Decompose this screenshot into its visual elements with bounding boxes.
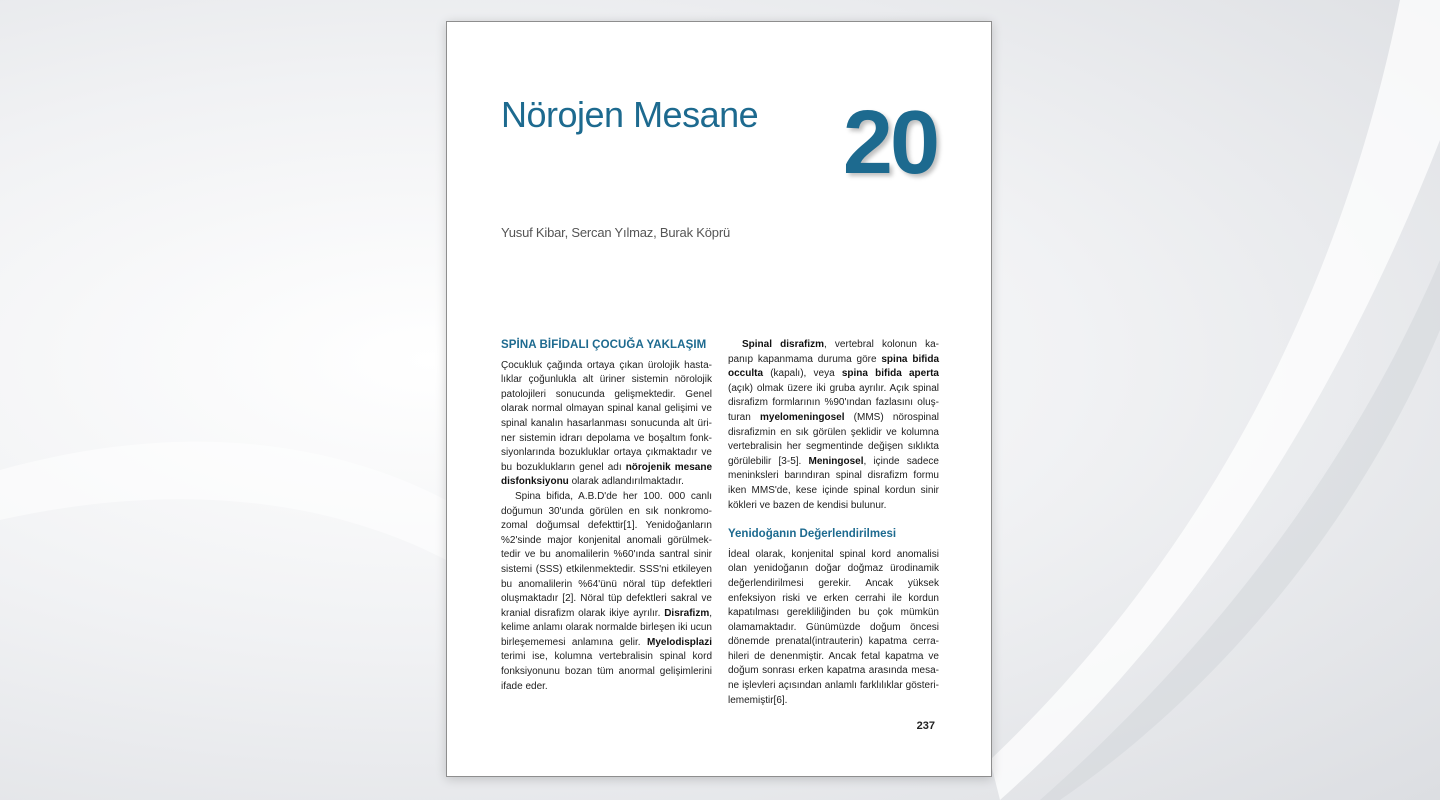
page-number: 237: [916, 720, 935, 732]
left-column: [501, 338, 712, 694]
section-heading: SPİNA BİFİDALI ÇOCUĞA YAKLAŞIM: [501, 339, 707, 351]
left-paragraph-1: Çocukluk çağında ortaya çıkan ürolojik hastalıklar çoğunlukla alt üriner sistemin nörolojik patolojileri sonucunda gelişmektedir. Genel olarak normal olmayan spinal kanal gelişimi ve spinal kanalın hasarlanması sonucunda alt üriner sistemin idrarı depolama ve boşaltım fonksiyonlarında bozukluklar ortaya çıkmaktadır ve bu bozuklukların genel adı nörojenik mesane disfonksiyonu olarak adlandırılmaktadır.: [501, 359, 713, 488]
right-paragraph-1: Spinal disrafizm, vertebral kolonun kapanıp kapanmama duruma göre spina bifida occulta (kapalı), veya spina bifida aperta (açık) olmak üzere iki gruba ayrılır. Açık spinal disrafizm formlarının %90'ından fazlasını oluşturan myelomeningosel (MMS) nörospinal disrafizmin en sık görülen şeklidir ve kolumna vertebralisin her segmentinde değişen sıklıkta görülebilir [3-5]. Meningosel, içinde sadece meninksleri barındıran spinal disrafizm formu iken MMS'de, kese içinde spinal kordun sinir kökleri ve bazen de kendisi bulunur.: [728, 339, 940, 511]
chapter-number: 20: [842, 93, 937, 193]
chapter-authors: Yusuf Kibar, Sercan Yılmaz, Burak Köprü: [501, 225, 730, 240]
right-column: [728, 338, 939, 708]
right-paragraph-2: İdeal olarak, konjenital spinal kord anomalisi olan yenidoğanın doğar doğmaz ürodinamik değerlendirilmesi gerekir. Ancak yüksek enfeksiyon riski ve erken cerrahi ile kordun kapatılması gerekliliğinden bu çok mümkün olamamaktadır. Günümüzde doğum öncesi dönemde prenatal(intrauterin) kapatma cerrahileri de denenmiştir. Ancak fetal kapatma ve doğum sonrası erken kapatma arasında mesane işlevleri açısından anlamlı farklılıklar gösterilememiştir[6].: [728, 548, 939, 706]
book-page: [446, 21, 992, 777]
chapter-title: Nörojen Mesane: [501, 94, 759, 135]
left-paragraph-2: Spina bifida, A.B.D'de her 100. 000 canlı doğumun 30'unda görülen en sık nonkromozomal doğumsal defekttir[1]. Yenidoğanların %2'sinde major konjenital anomali görülmektedir ve bu anomalilerin %60'ında santral sinir sistemi (SSS) etkilenmektedir. SSS'ni etkileyen bu anomalilerin %64'ünü nöral tüp defektleri oluşmaktadır [2]. Nöral tüp defektleri sakral ve kranial disrafizm olarak ikiye ayrılır. Disrafizm, kelime anlamı olarak normalde birleşen iki ucun birleşememesi anlamına gelir. Myelodisplazi terimi ise, kolumna vertebralisin spinal kord fonksiyonunu bozan tüm anormal gelişimlerini ifade eder.: [501, 490, 712, 692]
subsection-heading: Yenidoğanın Değerlendirilmesi: [728, 528, 897, 541]
